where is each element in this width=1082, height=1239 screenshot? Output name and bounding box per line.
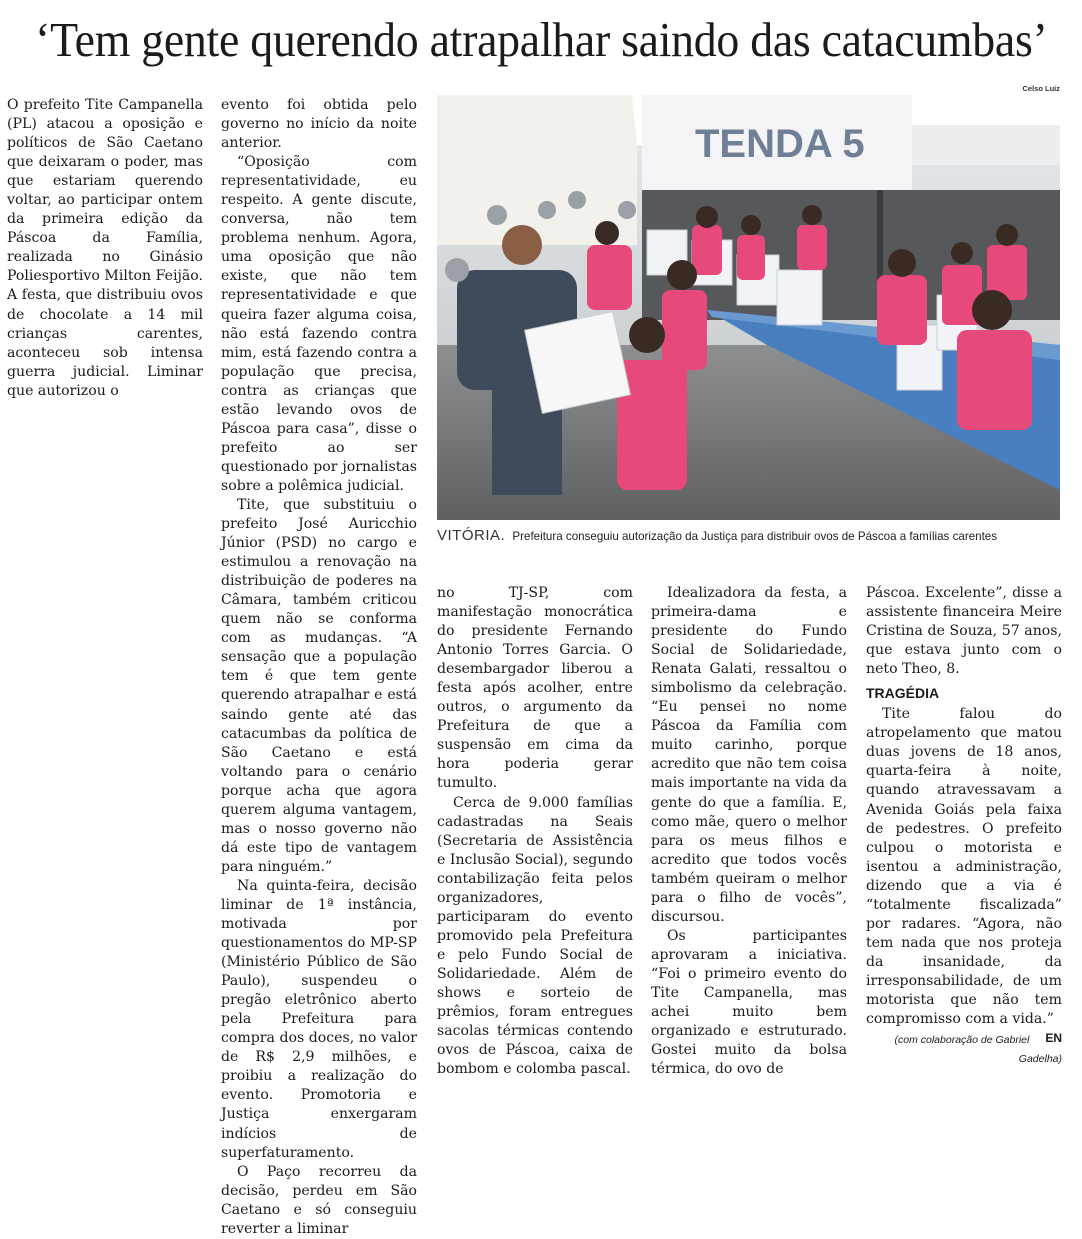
paragraph: evento foi obtida pelo governo no início da noite anterior. [221, 97, 417, 152]
section-subhead: TRAGÉDIA [866, 685, 940, 702]
photo-illustration [437, 95, 1060, 520]
tent-label: TENDA 5 [695, 122, 865, 166]
article-column-4 [651, 584, 847, 1079]
photo-caption [437, 526, 1067, 547]
article-photo [437, 95, 1060, 520]
caption-label: VITÓRIA. [437, 527, 506, 544]
paragraph: Idealizadora da festa, a primeira-dama e presidente do Fundo Social de Solidariedade, Renata Galati, ressaltou o simbolismo da celebração. “Eu pensei no nome Páscoa da Família com muito carinho, porque acredito que não tem coisa mais importante na vida da gente do que a família. E, como mãe, quero o melhor para os meus filhos e acredito que todos vocês também queiram o melhor para o filho de vocês”, discursou. [651, 585, 847, 925]
article-column-5 [866, 584, 1062, 1069]
paragraph: no TJ-SP, com manifestação monocrática do presidente Fernando Antonio Torres Garcia. O desembargador liberou a festa após acolher, entre outros, o argumento da Prefeitura de que a suspensão em cima da hora poderia gerar tumulto. [437, 585, 633, 792]
photo-credit: Celso Luiz [1022, 84, 1060, 93]
paragraph: Cerca de 9.000 famílias cadastradas na Seais (Secretaria de Assistência e Inclusão Social), segundo contabilização feita pelos organizadores, participaram do evento promovido pela Prefeitura e pelo Fundo Social de Solidariedade. Além de shows e sorteio de prêmios, foram entregues sacolas térmicas contendo ovos de Páscoa, caixa de bombom e colomba pascal. [437, 794, 633, 1078]
author-signoff: EN [1045, 1031, 1062, 1046]
paragraph: Tite, que substituiu o prefeito José Auricchio Júnior (PSD) no cargo e estimulou a renovação na distribuição de poderes na Câmara, também criticou quem não se conforma com as mudanças. “A sensação que a população tem é que tem gente querendo atrapalhar e está saindo gente até das catacumbas da política de São Caetano e está voltando para o cenário porque acha que agora querem alguma vantagem, mas o nosso governo não dá este tipo de vantagem para ninguém.” [221, 496, 417, 875]
paragraph: Páscoa. Excelente”, disse a assistente financeira Meire Cristina de Souza, 57 anos, que estava junto com o neto Theo, 8. [866, 585, 1062, 678]
paragraph [866, 705, 1062, 1046]
article-column-3 [437, 584, 633, 1079]
paragraph: “Oposição com representatividade, eu respeito. A gente discute, conversa, não tem problema nenhum. Agora, uma oposição que não existe, que não tem representatividade e que queira fazer alguma coisa, não está fazendo contra mim, está fazendo contra a população que precisa, contra as crianças que estão levando ovos de Páscoa para casa”, disse o prefeito ao ser questionado por jornalistas sobre a polêmica judicial. [221, 154, 417, 494]
collaboration-note: (com colaboração de Gabriel Gadelha) [894, 1034, 1062, 1066]
article-column-1 [7, 96, 203, 401]
caption-text: Prefeitura conseguiu autorização da Justiça para distribuir ovos de Páscoa a famílias carentes [512, 530, 998, 543]
headline: ‘Tem gente querendo atrapalhar saindo das catacumbas’ [35, 12, 1048, 67]
paragraph: Na quinta-feira, decisão liminar de 1ª instância, motivada por questionamentos do MP-SP (Ministério Público de São Paulo), suspendeu o pregão eletrônico aberto pela Prefeitura para compra dos doces, no valor de R$ 2,9 milhões, e proibiu a realização do evento. Promotoria e Justiça enxergaram indícios de superfaturamento. [221, 877, 417, 1161]
paragraph: O Paço recorreu da decisão, perdeu em São Caetano e só conseguiu reverter a liminar [221, 1163, 417, 1237]
paragraph-text: Tite falou do atropelamento que matou duas jovens de 18 anos, quarta-feira à noite, quando atravessavam a Avenida Goiás pela faixa de pedestres. O prefeito culpou o motorista e isentou a administração, dizendo que a via é “totalmente fiscalizada” por radares. “Agora, não tem nada que nos proteja da insanidade, da irresponsabilidade, de um motorista que não tem compromisso com a vida.” [866, 706, 1062, 1028]
paragraph: O prefeito Tite Campanella (PL) atacou a oposição e políticos de São Caetano que deixaram o poder, mas que estariam querendo voltar, ao participar ontem da primeira edição da Páscoa da Família, realizada no Ginásio Poliesportivo Milton Feijão. A festa, que distribuiu ovos de chocolate a 14 mil crianças carentes, aconteceu sob intensa guerra judicial. Liminar que autorizou o [7, 97, 203, 399]
article-column-2 [221, 96, 417, 1239]
paragraph: Os participantes aprovaram a iniciativa. “Foi o primeiro evento do Tite Campanella, mas achei muito bem organizado e estruturado. Gostei muito da bolsa térmica, do ovo de [651, 927, 847, 1078]
